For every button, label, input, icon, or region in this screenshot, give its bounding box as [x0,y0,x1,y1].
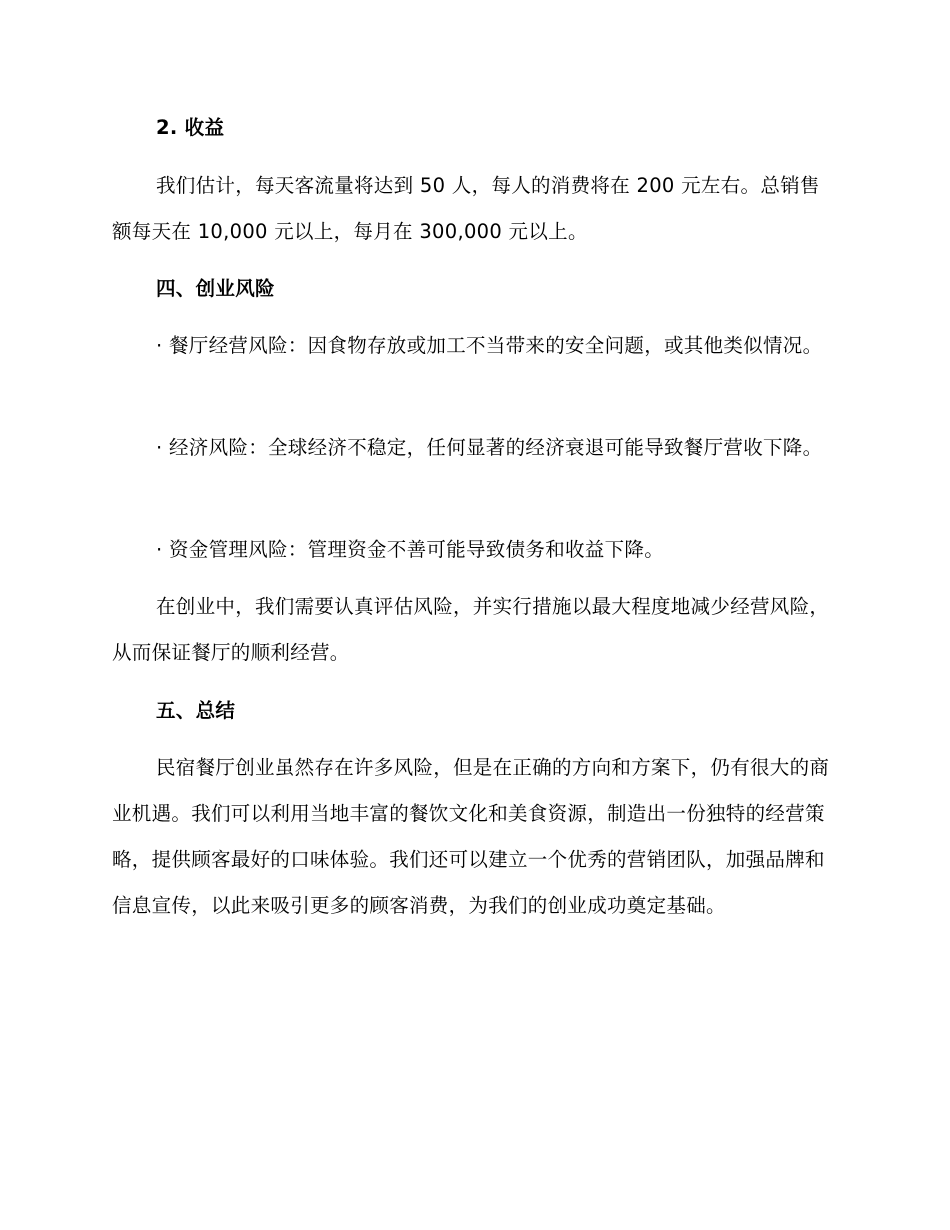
summary-heading: 五、总结 [156,699,236,722]
risk-item-operations: · 餐厅经营风险：因食物存放或加工不当带来的安全问题，或其他类似情况。 [156,334,823,357]
revenue-heading: 2. 收益 [156,116,225,139]
risk-item-economic: · 经济风险：全球经济不稳定，任何显著的经济衰退可能导致餐厅营收下降。 [156,436,823,459]
risk-item-funding: · 资金管理风险：管理资金不善可能导致债务和收益下降。 [156,538,664,561]
risks-heading: 四、创业风险 [156,277,275,300]
summary-paragraph: 民宿餐厅创业虽然存在许多风险，但是在正确的方向和方案下，仍有很大的商业机遇。我们可以利用当地丰富的餐饮文化和美食资源，制造出一份独特的经营策略，提供顾客最好的口味体验。我们还可以建立一个优秀的营销团队，加强品牌和信息宣传，以此来吸引更多的顾客消费，为我们的创业成功奠定基础。 [112,756,830,917]
risks-conclusion-paragraph: 在创业中，我们需要认真评估风险，并实行措施以最大程度地减少经营风险，从而保证餐厅的顺利经营。 [112,595,830,664]
revenue-paragraph: 我们估计，每天客流量将达到 50 人，每人的消费将在 200 元左右。总销售额每天在 10,000 元以上，每月在 300,000 元以上。 [112,174,820,243]
